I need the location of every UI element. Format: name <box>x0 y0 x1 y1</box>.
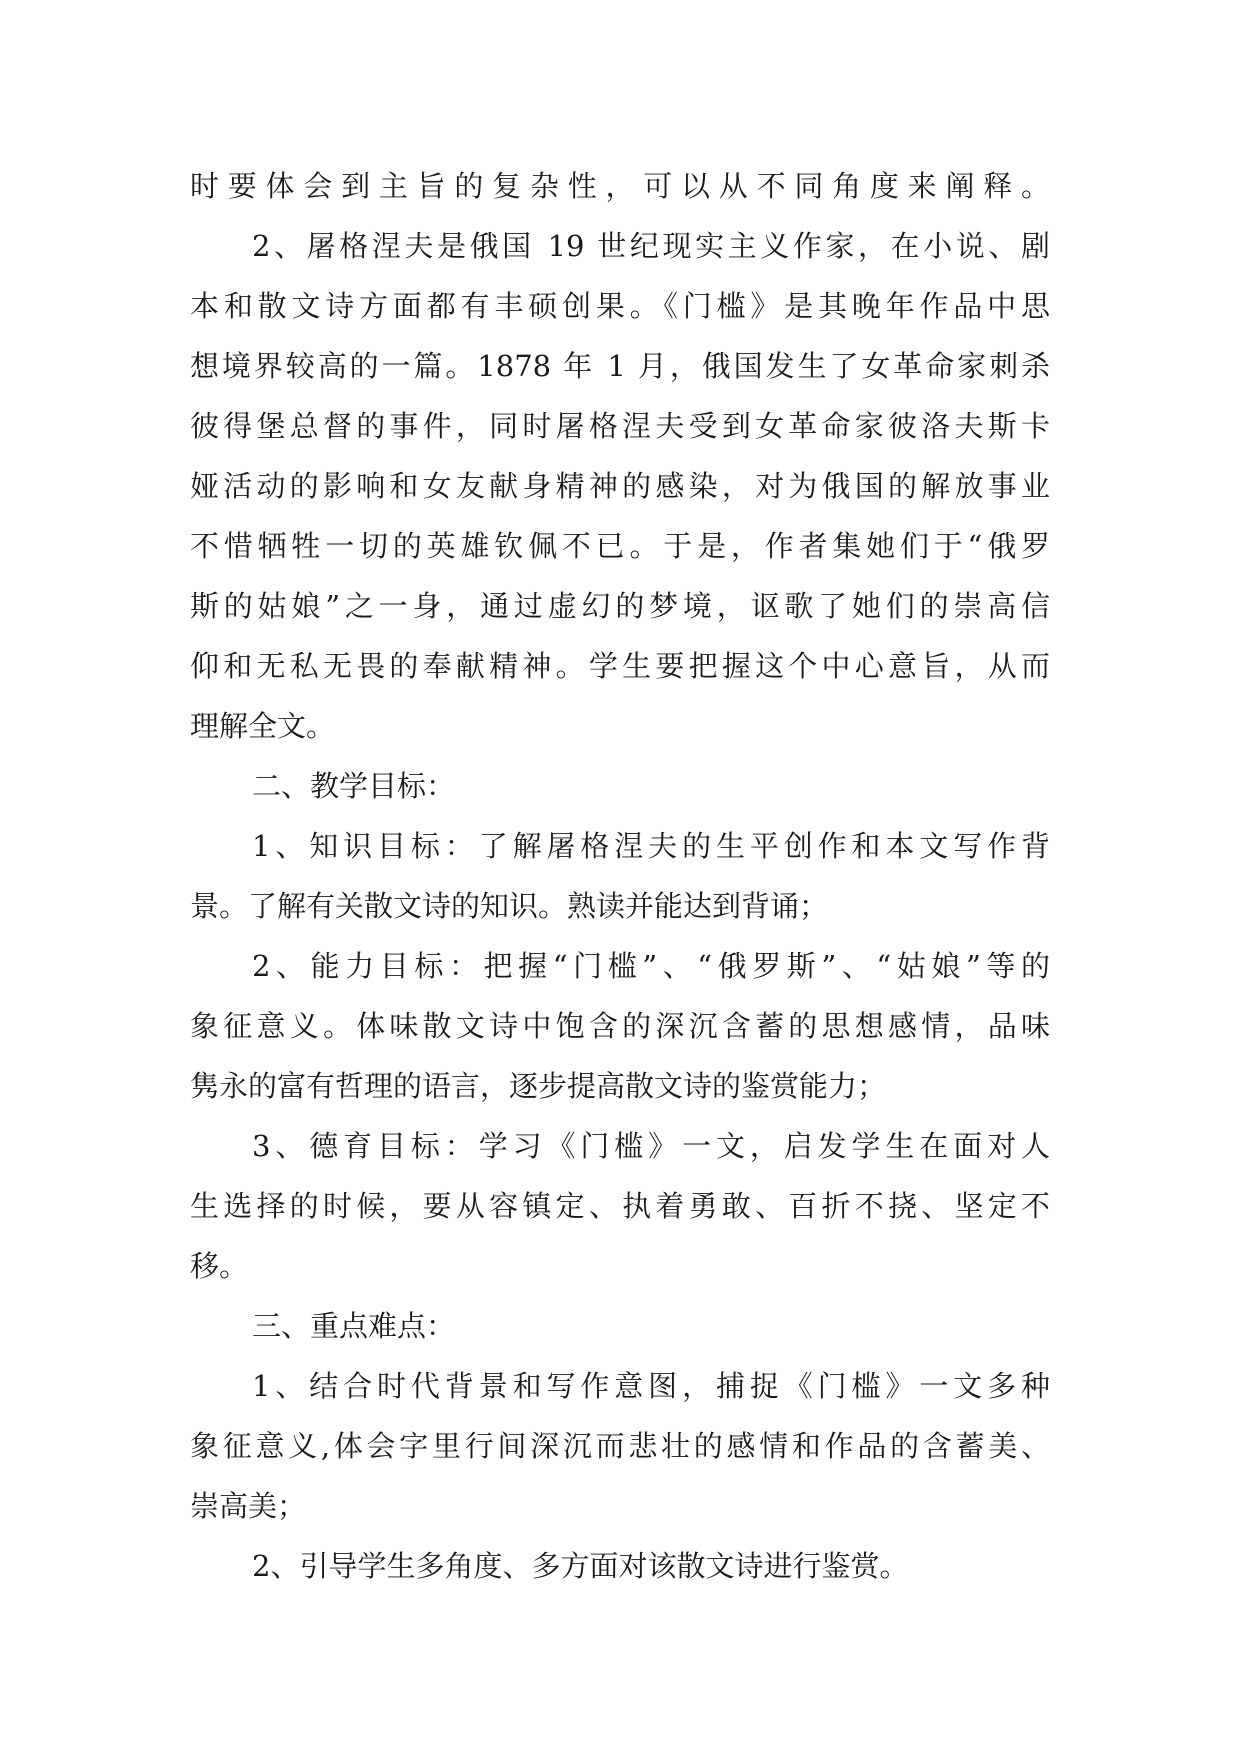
text-line: 本和散文诗方面都有丰硕创果。《门槛》是其晚年作品中思 <box>190 289 1050 323</box>
text-line: 时要体会到主旨的复杂性，可以从不同角度来阐释。 <box>190 169 1050 203</box>
text-line: 象征意义。体味散文诗中饱含的深沉含蓄的思想感情，品味 <box>190 1009 1050 1043</box>
text-line: 彼得堡总督的事件，同时屠格涅夫受到女革命家彼洛夫斯卡 <box>190 409 1050 443</box>
text-line: 斯的姑娘”之一身，通过虚幻的梦境，讴歌了她们的崇高信 <box>190 589 1050 623</box>
paragraph-first-line: 2、引导学生多角度、多方面对该散文诗进行鉴赏。 <box>252 1549 909 1583</box>
text-line: 崇高美； <box>190 1489 307 1523</box>
paragraph-first-line: 1、知识目标：了解屠格涅夫的生平创作和本文写作背 <box>252 829 1050 863</box>
text-line: 想境界较高的一篇。1878 年 1 月，俄国发生了女革命家刺杀 <box>190 349 1050 383</box>
text-line: 景。了解有关散文诗的知识。熟读并能达到背诵； <box>190 889 829 923</box>
text-line: 仰和无私无畏的奉献精神。学生要把握这个中心意旨，从而 <box>190 649 1050 683</box>
paragraph-first-line: 2、屠格涅夫是俄国 19 世纪现实主义作家，在小说、剧 <box>252 229 1050 263</box>
text-line: 象征意义,体会字里行间深沉而悲壮的感情和作品的含蓄美、 <box>190 1429 1050 1463</box>
text-line: 不惜牺牲一切的英雄钦佩不已。于是，作者集她们于“俄罗 <box>190 529 1050 563</box>
section-heading: 三、重点难点： <box>252 1309 456 1343</box>
paragraph-first-line: 2、能力目标：把握“门槛”、“俄罗斯”、“姑娘”等的 <box>252 949 1050 983</box>
text-line: 生选择的时候，要从容镇定、执着勇敢、百折不挠、坚定不 <box>190 1189 1050 1223</box>
text-line: 移。 <box>190 1249 249 1283</box>
section-heading: 二、教学目标： <box>252 769 456 803</box>
text-line: 隽永的富有哲理的语言，逐步提高散文诗的鉴赏能力； <box>190 1069 887 1103</box>
paragraph-first-line: 3、德育目标：学习《门槛》一文，启发学生在面对人 <box>252 1129 1050 1163</box>
text-line: 理解全文。 <box>190 709 336 743</box>
text-line: 娅活动的影响和女友献身精神的感染，对为俄国的解放事业 <box>190 469 1050 503</box>
paragraph-first-line: 1、结合时代背景和写作意图，捕捉《门槛》一文多种 <box>252 1369 1050 1403</box>
